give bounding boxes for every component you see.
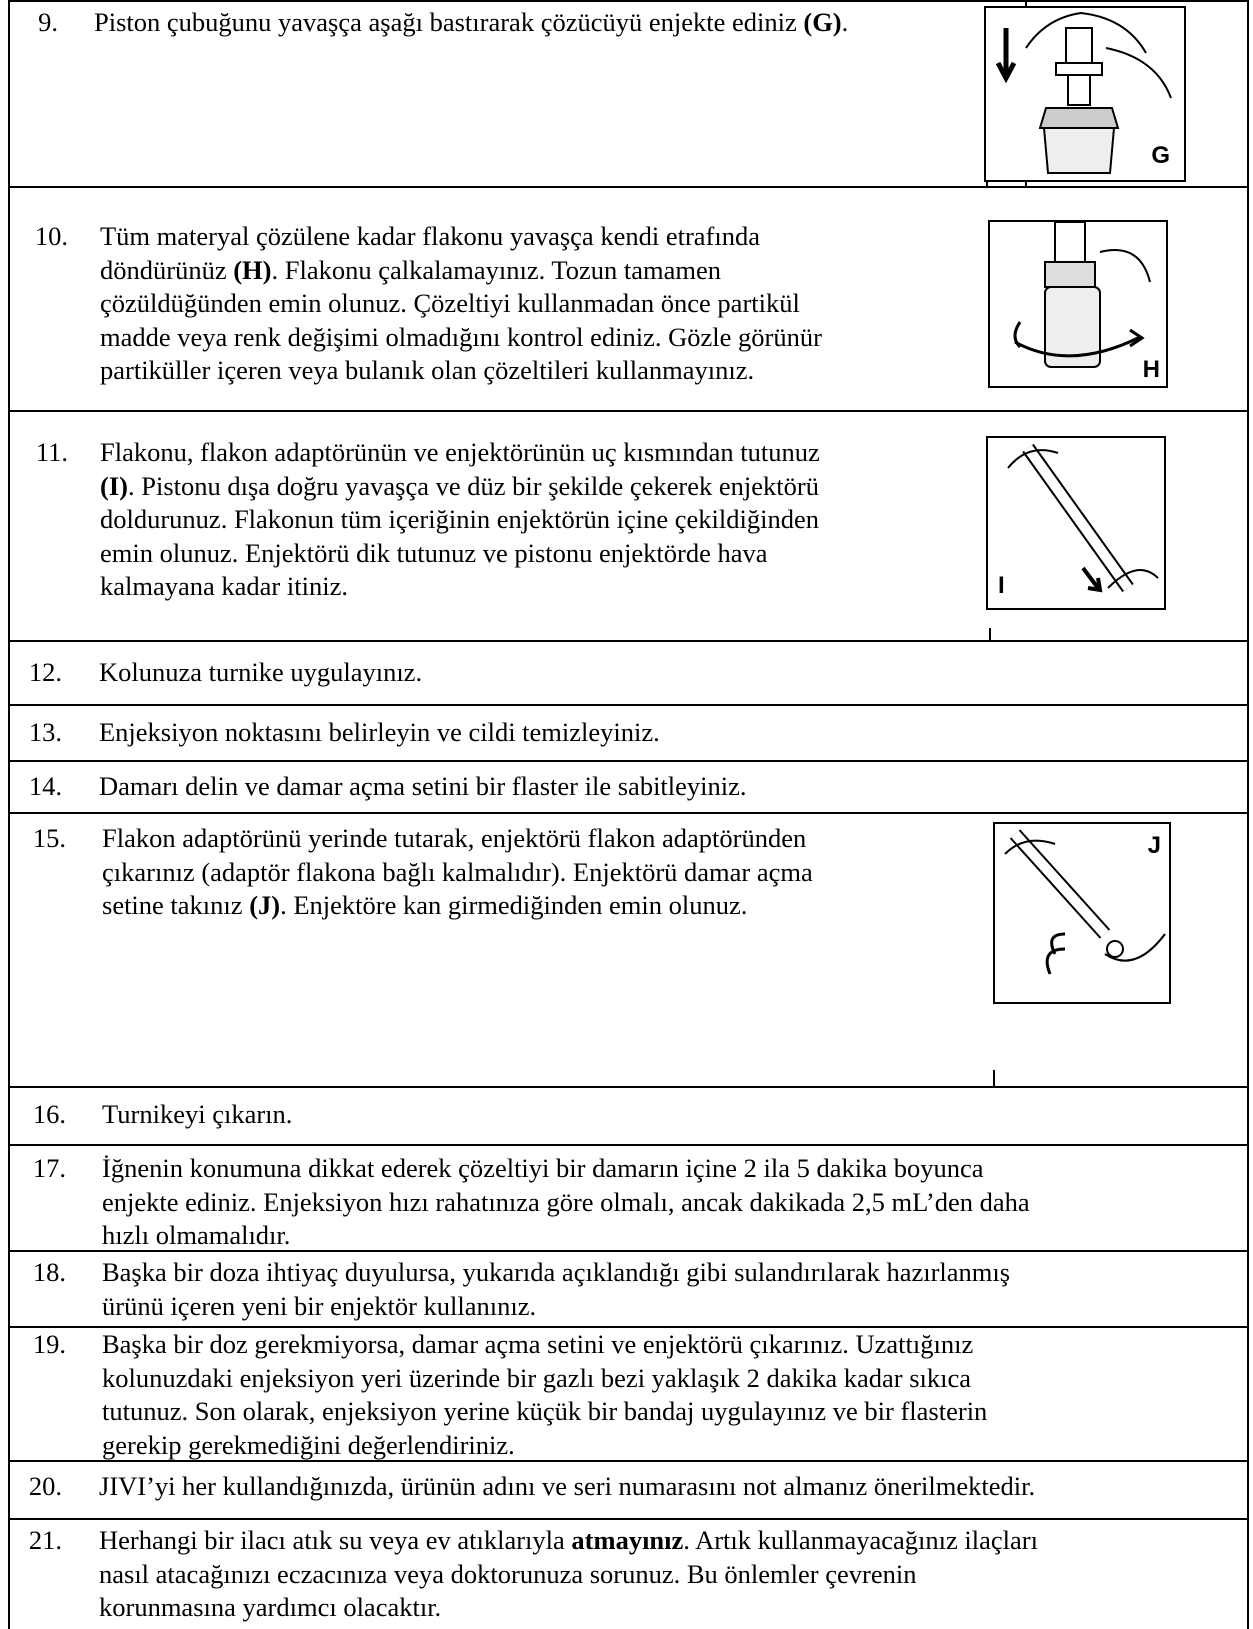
syringe-connect-icon: [995, 824, 1169, 1002]
step-number: 19.: [32, 1329, 66, 1359]
step-number: 16.: [32, 1099, 66, 1129]
step-number: 14.: [28, 771, 62, 801]
illustration-h: H: [988, 220, 1168, 388]
step-number: 21.: [28, 1525, 62, 1555]
step-text: Flakonu, flakon adaptörünün ve enjektörünün uç kısmından tutunuz (I). Pistonu dışa doğru yavaşça ve düz bir şekilde çekerek enjektörü doldurunuz. Flakonun tüm içeriğinin enjektörün içine çekildiğinden emin olunuz. Enjektörü dik tutunuz ve pistonu enjektörde hava kalmayana kadar itiniz.: [100, 437, 820, 601]
step-text: Tüm materyal çözülene kadar flakonu yavaşça kendi etrafında döndürünüz (H). Flakonu çalkalamayınız. Tozun tamamen çözüldüğünden emin olunuz. Çözeltiyi kullanmadan önce partikül madde veya renk değişimi olmadığını kontrol ediniz. Gözle görünür partiküller içeren veya bulanık olan çözeltileri kullanmayınız.: [100, 221, 822, 385]
vial-swirl-icon: [990, 222, 1166, 386]
row-divider: [8, 186, 1249, 188]
row-divider: [8, 704, 1249, 706]
step-number: 13.: [28, 717, 62, 747]
step-text: Turnikeyi çıkarın.: [102, 1099, 293, 1129]
step-text: Enjeksiyon noktasını belirleyin ve cildi temizleyiniz.: [99, 717, 660, 747]
step-text: Kolunuza turnike uygulayınız.: [99, 657, 423, 687]
step-text: Damarı delin ve damar açma setini bir flaster ile sabitleyiniz.: [99, 771, 747, 801]
illustration-i: I: [986, 436, 1166, 610]
step-text: JIVI’yi her kullandığınızda, ürünün adını ve seri numarasını not almanız önerilmektedir.: [99, 1471, 1036, 1501]
step-number: 20.: [28, 1471, 62, 1501]
row-divider: [8, 812, 1249, 814]
step-text: Flakon adaptörünü yerinde tutarak, enjektörü flakon adaptöründen çıkarınız (adaptör flakona bağlı kalmalıdır). Enjektörü damar açma setine takınız (J). Enjektöre kan girmediğinden emin olunuz.: [102, 823, 813, 920]
step-number: 10.: [34, 221, 68, 251]
syringe-withdraw-icon: [988, 438, 1164, 608]
step-number: 11.: [35, 437, 68, 467]
step-text: Herhangi bir ilacı atık su veya ev atıklarıyla atmayınız. Artık kullanmayacağınız ilaçları nasıl atacağınızı eczacınıza veya doktorunuza sorunuz. Bu önlemler çevrenin korunmasına yardımcı olacaktır.: [99, 1525, 1038, 1622]
step-number: 12.: [28, 657, 62, 687]
row-divider: [8, 0, 1249, 2]
step-text: Piston çubuğunu yavaşça aşağı bastırarak çözücüyü enjekte ediniz (G).: [94, 7, 849, 37]
row-divider: [8, 1086, 1249, 1088]
illustration-j: J: [993, 822, 1171, 1004]
row-divider: [8, 760, 1249, 762]
row-divider: [8, 640, 1249, 642]
step-text: İğnenin konumuna dikkat ederek çözeltiyi bir damarın içine 2 ila 5 dakika boyunca enjekte ediniz. Enjeksiyon hızı rahatınıza göre olmalı, ancak dakikada 2,5 mL’den daha hızlı olmamalıdır.: [102, 1153, 1030, 1250]
row-divider: [8, 410, 1249, 412]
figure-column-line: [989, 628, 991, 641]
step-number: 15.: [32, 823, 66, 853]
step-number: 18.: [32, 1257, 66, 1287]
step-text: Başka bir doza ihtiyaç duyulursa, yukarıda açıklandığı gibi sulandırılarak hazırlanmış ürünü içeren yeni bir enjektör kullanınız.: [102, 1257, 1011, 1321]
row-divider: [8, 1144, 1249, 1146]
row-divider: [8, 1518, 1249, 1520]
figure-column-line: [993, 1070, 995, 1087]
step-number: 9.: [38, 7, 58, 37]
step-text: Başka bir doz gerekmiyorsa, damar açma setini ve enjektörü çıkarınız. Uzattığınız kolunuzdaki enjeksiyon yeri üzerinde bir gazlı bezi yaklaşık 2 dakika kadar sıkıca tutunuz. Son olarak, enjeksiyon yerine küçük bir bandaj uygulayınız ve bir flasterin gerekip gerekmediğini değerlendiriniz.: [102, 1329, 988, 1460]
step-number: 17.: [32, 1153, 66, 1183]
illustration-g: G: [984, 6, 1186, 182]
